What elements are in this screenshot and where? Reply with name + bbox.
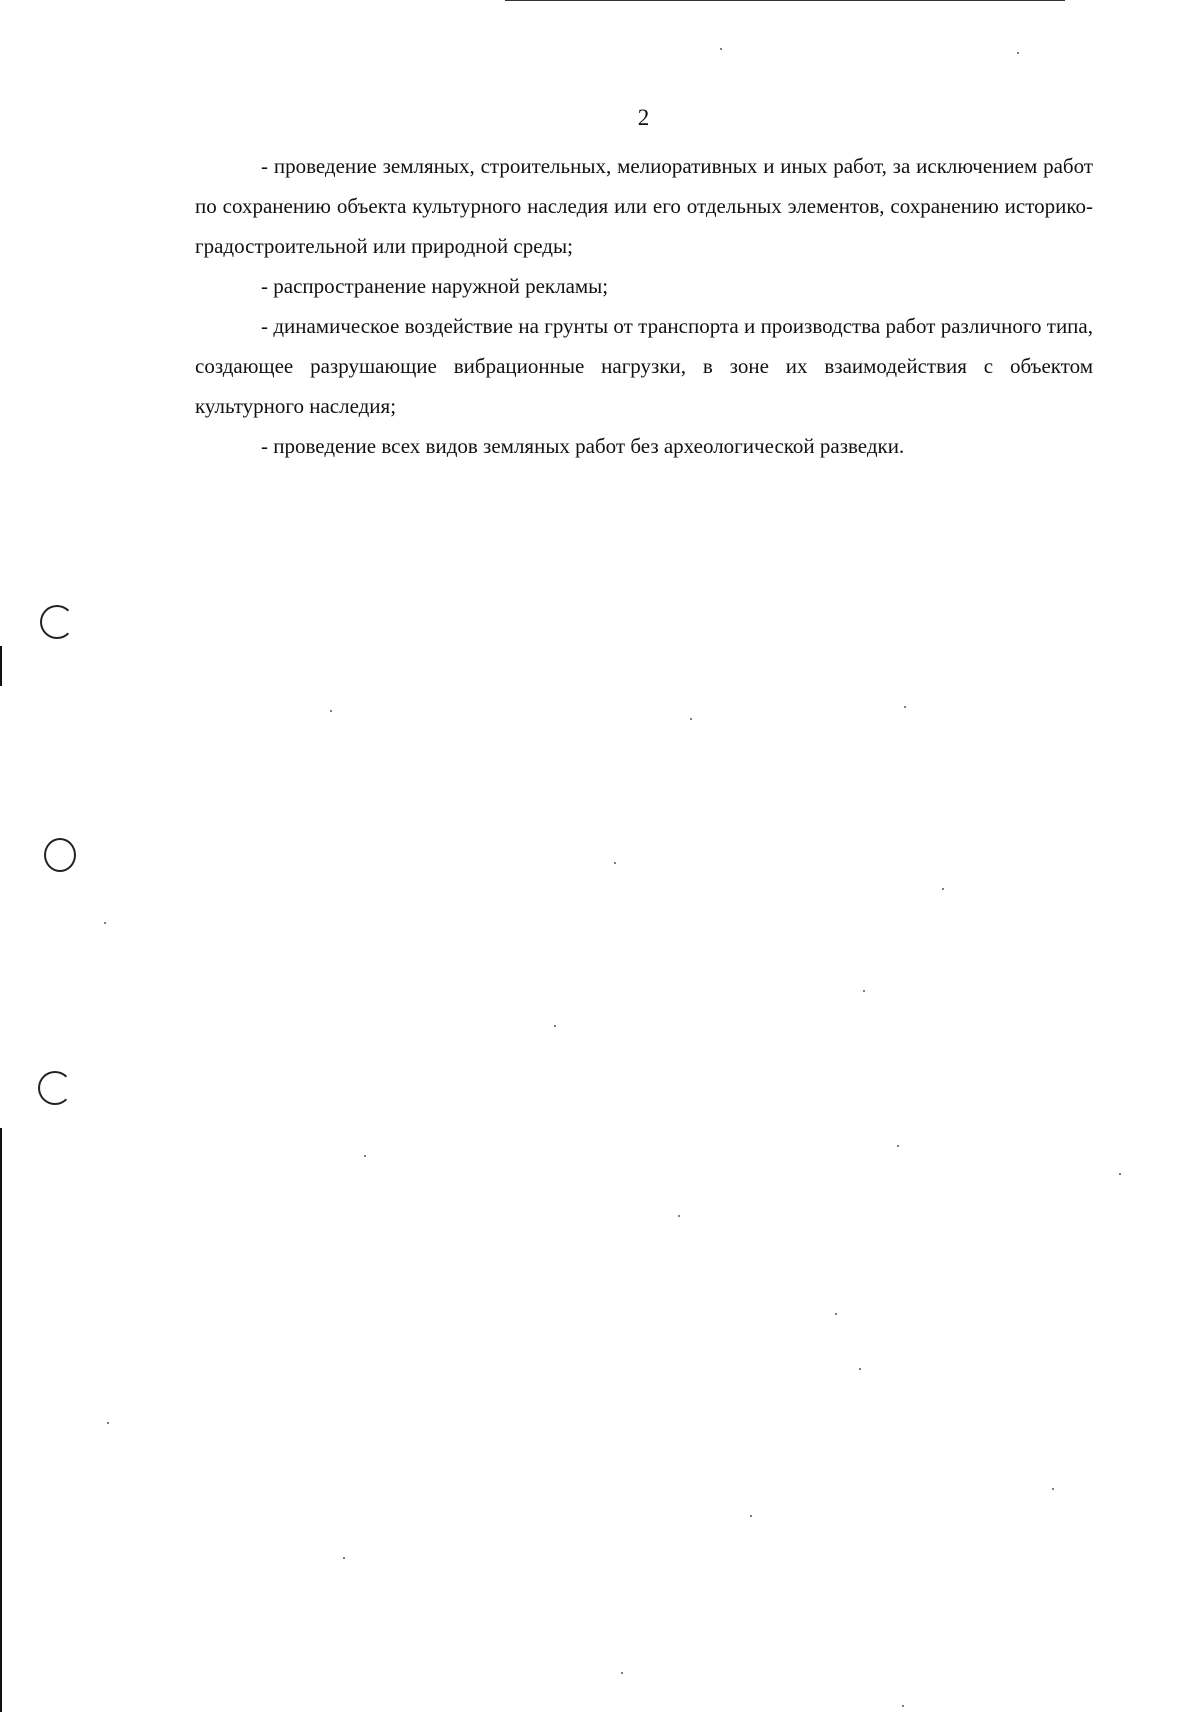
punch-hole-icon	[40, 605, 74, 639]
punch-hole-icon	[44, 838, 76, 872]
punch-hole-icon	[38, 1071, 72, 1105]
scan-border-left	[0, 1128, 2, 1712]
paragraph: - проведение всех видов земляных работ без археологической разведки.	[261, 434, 905, 458]
document-body	[195, 146, 1093, 466]
paragraph: - проведение земляных, строительных, мелиоративных и иных работ, за исключением работ по сохранению объекта культурного наследия или его отдельных элементов, сохранению историко-градостроительной или природной среды;	[195, 154, 1093, 258]
page-number: 2	[637, 105, 650, 130]
paragraph: - динамическое воздействие на грунты от транспорта и производства работ различного типа, создающее разрушающие вибрационные нагрузки, в зоне их взаимодействия с объектом культурного наследия;	[195, 314, 1093, 418]
scan-mark-left	[0, 646, 2, 686]
scan-border-top	[505, 0, 1065, 1]
paragraph: - распространение наружной рекламы;	[261, 274, 609, 298]
